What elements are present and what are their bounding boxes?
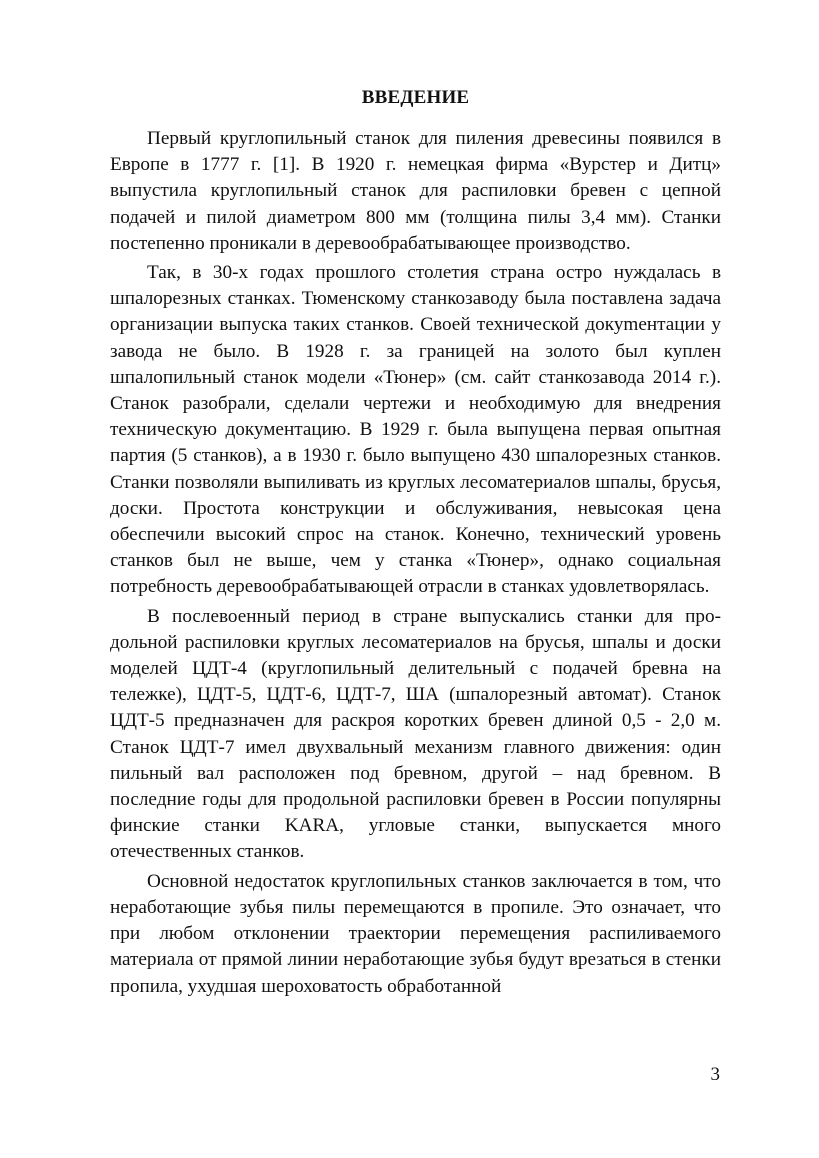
page-number: 3 — [710, 1064, 720, 1085]
paragraph-history: Первый круглопильный станок для пиления древесины появился в Европе в 1777 г. [1]. В 1920 г. немецкая фирма «Вурстер и Дитц» выпустила круглопильный станок для распиловки бревен с цепной подачей и пилой диаметром 800 мм (толщина пилы 3,4 мм). Станки постепенно проникали в деревообрабатывающее производство. — [110, 128, 721, 254]
section-heading: ВВЕДЕНИЕ — [361, 87, 470, 108]
paragraph-main-drawback: Основной недостаток круглопильных станков заключается в том, что неработающие зубья пилы перемещаются в пропиле. Это означает, что при любом отклонении траектории перемещения распиливаемого материала от прямой линии неработающие зубья будут врезаться в стенки пропила, ухудшая шероховатость обработанной — [110, 870, 721, 997]
paragraph-tyumen-plant: Так, в 30-х годах прошлого столетия страна остро нуждалась в шпалорезных станках. Тюменскому станкозаводу была поставлена задача организации выпуска таких станков. Своей технической докуmентации у завода не было. В 1928 г. за границей на золото был куплен шпалопильный станок модели «Тюнер» (см. сайт станкозавода 2014 г.). Станок разобрали, сделали чертежи и необходимую для внедрения техническую документацию. В 1929 г. была выпущена первая опытная партия (5 станков), а в 1930 г. было выпущено 430 шпалорезных станков. Станки позволяли выпиливать из круглых лесоматериалов шпалы, брусья, доски. Простота конструкции и обслуживания, невысокая цена обеспечили высокий спрос на станок. Конечно, технический уровень станков был не выше, чем у станка «Тюнер», однако социальная потребность деревообрабатывающей отрасли в станках удовлетворялась. — [110, 262, 721, 598]
page-content — [110, 86, 721, 1003]
paragraph-postwar-models: В послевоенный период в стране выпускались станки для продольной распиловки круглых лесоматериалов на брусья, шпалы и доски моделей ЦДТ-4 (круглопильный делительный с подачей бревна на тележке), ЦДТ-5, ЦДТ-6, ЦДТ-7, ША (шпалорезный автомат). Станок ЦДТ-5 предназначен для раскроя коротких бревен длиной 0,5 - 2,0 м. Станок ЦДТ-7 имел двухвальный механизм главного движения: один пильный вал расположен под бревном, другой – над бревном. В последние годы для продольной распиловки бревен в России популярны финские станки KARA, угловые станки, выпускается много отечественных станков. — [110, 605, 721, 863]
